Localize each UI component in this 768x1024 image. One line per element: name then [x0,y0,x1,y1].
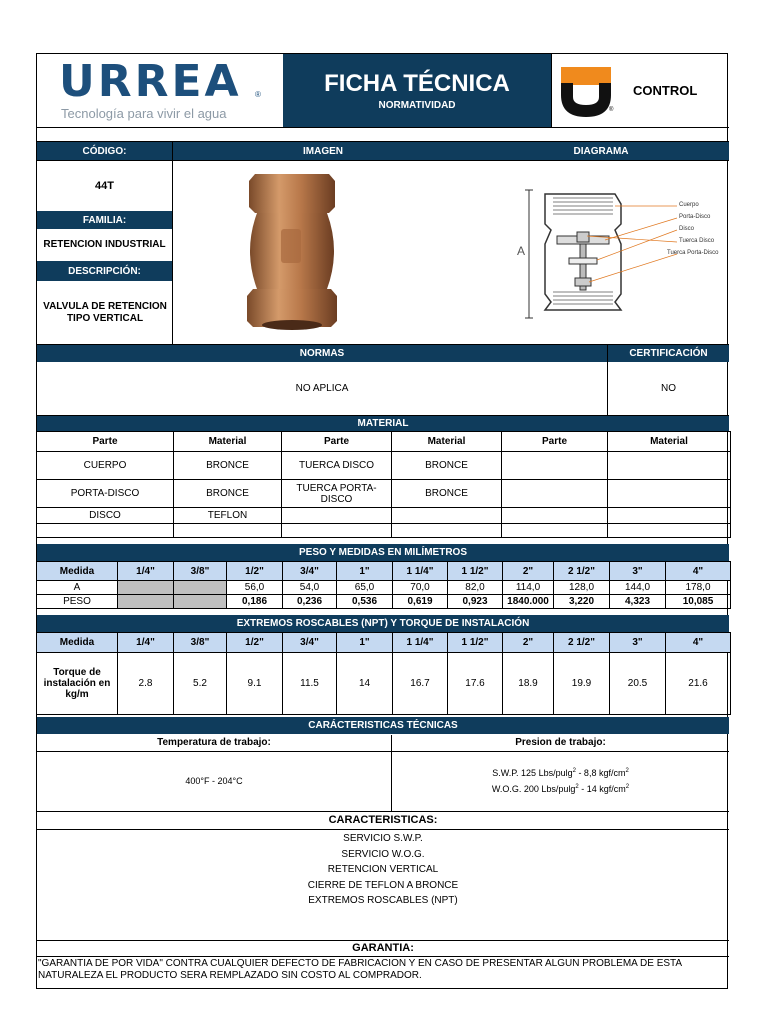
material-cell: BRONCE [392,452,502,480]
presion-label: Presion de trabajo: [515,737,606,749]
size-col: 3/8" [174,562,227,581]
material-row [37,480,731,508]
material-cell [608,452,731,480]
material-cell: TEFLON [174,508,282,524]
diagram-callout-tuerca-porta-disco: Tuerca Porta-Disco [667,250,719,256]
torque-row-label: Torque de instalación en kg/m [37,653,118,715]
product-code: 44T [95,179,114,192]
torque-size-col: 3" [610,633,666,653]
tech-header: CARÁCTERISTICAS TÉCNICAS [37,717,729,734]
normas-value: NO APLICA [295,382,349,394]
material-cell [37,524,174,538]
diagrama-header: DIAGRAMA [473,142,729,160]
material-col-parte-3: Parte [502,432,608,452]
material-table [36,431,731,538]
a-cell: 114,0 [503,581,554,595]
brand-name: URREA [59,56,242,107]
codigo-header: CÓDIGO: [37,142,172,160]
diagram-callout-cuerpo: Cuerpo [679,202,699,208]
peso-cell: 0,236 [283,595,337,609]
torque-row [37,653,731,715]
peso-cell [174,595,227,609]
peso-cell [118,595,174,609]
size-col: 1 1/4" [393,562,448,581]
torque-cell: 11.5 [283,653,337,715]
pressure-wog: W.O.G. 200 Lbs/pulg$^2$ - 14 kgf/$cm^2$ [491,784,630,794]
feature-item: SERVICIO S.W.P. [343,833,423,844]
torque-size-col: 1" [337,633,393,653]
product-description: VALVULA DE RETENCION TIPO VERTICAL [43,301,167,324]
torque-cell: 14 [337,653,393,715]
size-col: 1/4" [118,562,174,581]
descripcion-header: DESCRIPCIÓN: [37,261,172,281]
product-line: CONTROL [633,83,698,98]
torque-size-col: 3/4" [283,633,337,653]
material-col-parte-2: Parte [282,432,392,452]
feature-item: SERVICIO W.O.G. [341,848,425,860]
sizes-peso-row [37,595,731,609]
a-cell: 56,0 [227,581,283,595]
sizes-table [36,561,731,609]
warranty-text: "GARANTIA DE POR VIDA" CONTRA CUALQUIER DEFECTO DE FABRICACION Y EN CASO DE PRESENTAR ALGUN PROBLEMA DE ESTA NATURALEZA EL PRODUCTO SERA REMPLAZADO SIN COSTO AL COMPRADOR. [38,958,682,981]
peso-cell: 10,085 [666,595,731,609]
material-cell [502,508,608,524]
size-col: 3" [610,562,666,581]
material-cell [392,508,502,524]
size-col: 3/4" [283,562,337,581]
material-cell: PORTA-DISCO [37,480,174,508]
valve-diagram [517,184,727,324]
material-cell [282,524,392,538]
bronze-valve-image [237,169,347,334]
torque-size-col: 4" [666,633,731,653]
material-col-parte-1: Parte [37,432,174,452]
peso-cell: 0,923 [448,595,503,609]
diagram-dimension-a: A [517,244,526,258]
torque-size-col: 1 1/4" [393,633,448,653]
brand-tagline: Tecnología para vivir el agua [61,106,227,121]
a-cell: 82,0 [448,581,503,595]
certificacion-value: NO [661,382,676,394]
a-cell [118,581,174,595]
sheet-title: FICHA TÉCNICA [324,70,510,97]
material-cell [392,524,502,538]
feature-item: EXTREMOS ROSCABLES (NPT) [308,895,458,906]
material-cell [502,452,608,480]
feature-item: RETENCION VERTICAL [327,864,439,875]
size-col: 2" [503,562,554,581]
warranty-header: GARANTIA: [352,942,414,955]
material-cell: BRONCE [392,480,502,508]
normas-header: NORMAS [37,345,607,362]
material-cell [502,480,608,508]
sizes-a-row [37,581,731,595]
torque-header-row [37,633,731,653]
peso-cell: 1840.000 [503,595,554,609]
brand-registered-mark: ® [255,90,261,99]
material-cell: BRONCE [174,480,282,508]
brand-logo [37,54,283,127]
familia-header: FAMILIA: [37,211,172,229]
technical-sheet [36,53,728,989]
torque-size-col: 1/4" [118,633,174,653]
sizes-peso-label: PESO [37,595,118,609]
torque-table [36,632,731,715]
material-header: MATERIAL [37,416,729,431]
torque-cell: 21.6 [666,653,731,715]
material-row [37,508,731,524]
product-family: RETENCION INDUSTRIAL [43,239,166,251]
torque-cell: 19.9 [554,653,610,715]
material-cell [608,524,731,538]
title-block [283,54,551,127]
peso-medidas-header: PESO Y MEDIDAS EN MILÍMETROS [37,544,729,561]
pressure-values [392,764,729,796]
sheet-subtitle: NORMATIVIDAD [378,100,456,111]
material-cell [282,508,392,524]
torque-size-col: 2" [503,633,554,653]
size-col: 2 1/2" [554,562,610,581]
peso-cell: 3,220 [554,595,610,609]
control-logo [559,65,619,121]
extremos-header: EXTREMOS ROSCABLES (NPT) Y TORQUE DE INSTALACIÓN [37,615,729,632]
a-cell: 128,0 [554,581,610,595]
a-cell: 144,0 [610,581,666,595]
material-cell: DISCO [37,508,174,524]
material-cell [502,524,608,538]
torque-cell: 20.5 [610,653,666,715]
a-cell: 65,0 [337,581,393,595]
torque-cell: 17.6 [448,653,503,715]
diagram-callout-porta-disco: Porta-Disco [679,214,711,220]
sizes-medida-header: Medida [37,562,118,581]
imagen-header: IMAGEN [173,142,473,160]
material-cell [608,508,731,524]
torque-cell: 5.2 [174,653,227,715]
sizes-a-label: A [37,581,118,595]
material-cell: BRONCE [174,452,282,480]
size-col: 1" [337,562,393,581]
temp-label: Temperatura de trabajo: [157,737,271,749]
torque-size-col: 3/8" [174,633,227,653]
product-image [237,169,347,334]
size-col: 4" [666,562,731,581]
certificacion-header: CERTIFICACIÓN [608,345,729,362]
material-cell [174,524,282,538]
sizes-header-row [37,562,731,581]
material-cell: CUERPO [37,452,174,480]
torque-cell: 18.9 [503,653,554,715]
material-col-material-3: Material [608,432,731,452]
a-cell [174,581,227,595]
size-col: 1 1/2" [448,562,503,581]
control-registered-mark: ® [609,107,614,113]
peso-cell: 0,536 [337,595,393,609]
material-col-material-2: Material [392,432,502,452]
a-cell: 54,0 [283,581,337,595]
material-cell: TUERCA DISCO [282,452,392,480]
material-row [37,524,731,538]
feature-item: CIERRE DE TEFLON A BRONCE [307,879,459,891]
diagram-callout-tuerca-disco: Tuerca Disco [679,238,715,244]
material-row [37,452,731,480]
material-cell [608,480,731,508]
torque-size-col: 2 1/2" [554,633,610,653]
torque-size-col: 1/2" [227,633,283,653]
material-cell: TUERCA PORTA-DISCO [282,480,392,508]
diagram-callout-disco: Disco [679,226,695,232]
temperature-value: 400°F - 204°C [185,776,243,787]
torque-cell: 9.1 [227,653,283,715]
torque-medida-header: Medida [37,633,118,653]
size-col: 1/2" [227,562,283,581]
peso-cell: 4,323 [610,595,666,609]
material-col-material-1: Material [174,432,282,452]
peso-cell: 0,186 [227,595,283,609]
a-cell: 178,0 [666,581,731,595]
pressure-swp: S.W.P. 125 Lbs/pulg$^2$ - 8,8 kgf/$cm^2$ [492,768,629,778]
torque-cell: 2.8 [118,653,174,715]
torque-cell: 16.7 [393,653,448,715]
peso-cell: 0,619 [393,595,448,609]
torque-size-col: 1 1/2" [448,633,503,653]
features-list [37,831,729,909]
a-cell: 70,0 [393,581,448,595]
features-header: CARACTERISTICAS: [328,814,438,827]
